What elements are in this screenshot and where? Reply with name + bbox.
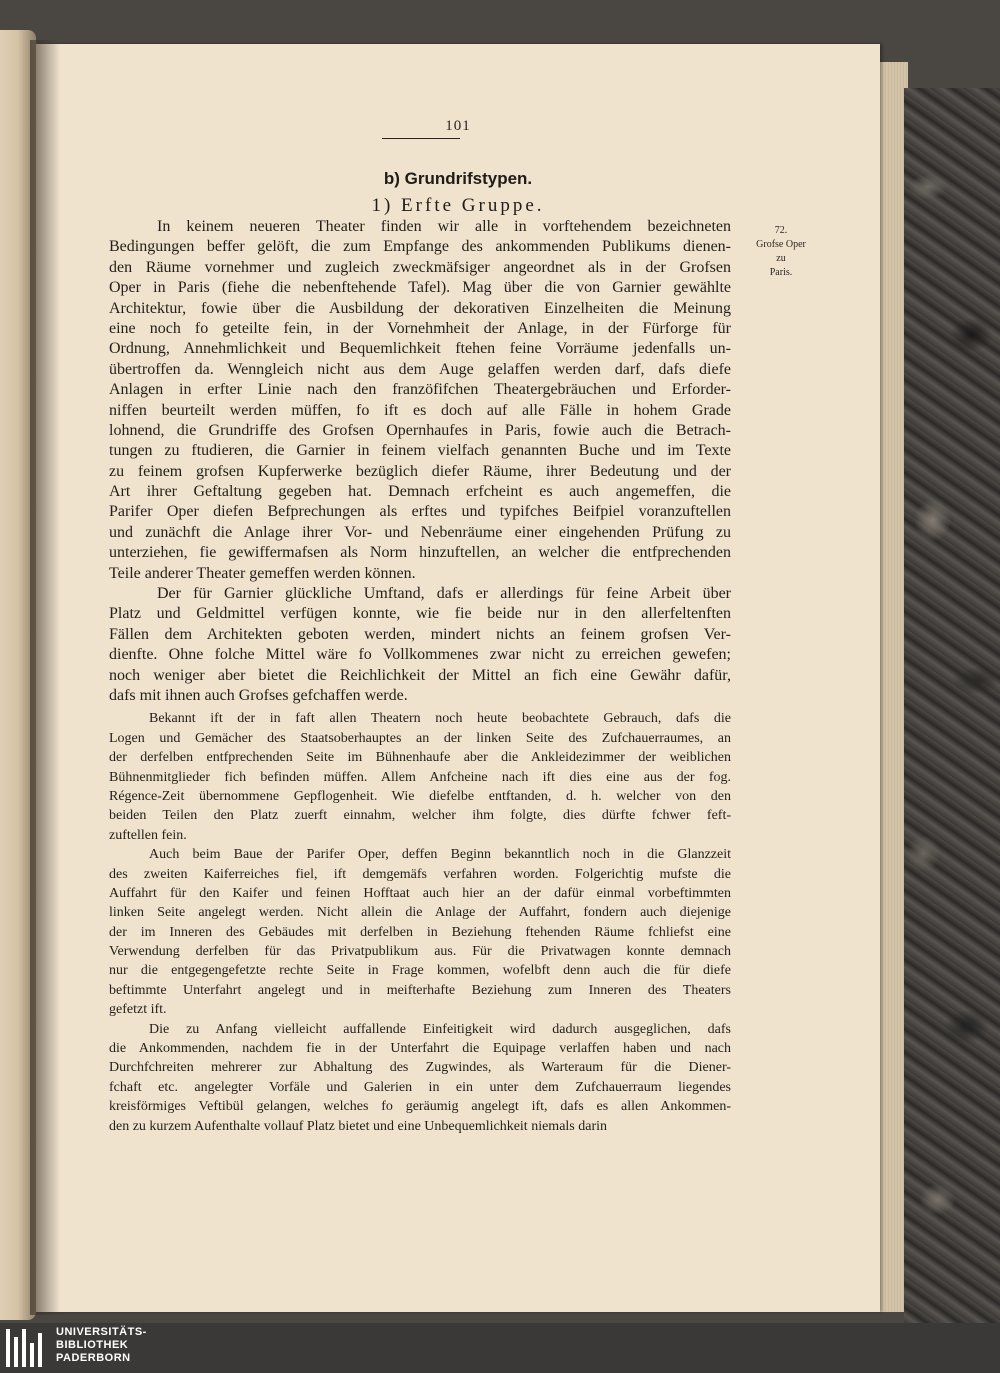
paragraph <box>109 584 731 706</box>
margin-note-line: 72. <box>774 225 788 236</box>
text-line: Ordnung, Annehmlichkeit und Bequemlichkeit ftehen feine Vorräume jedenfalls un- <box>109 340 731 358</box>
margin-note-line: zu <box>776 253 786 264</box>
text-line: linken Seite angelegt werden. Nicht allein die Anlage der Auffahrt, fondern auch diejenige <box>109 905 731 921</box>
text-line: Architektur, fowie über die Ausbildung der dekorativen Einzelheiten die Meinung <box>109 299 731 317</box>
text-line: kreisförmiges Veftibül gelangen, welches fo geräumig angelegt ift, dafs es allen Ankommen- <box>109 1099 731 1115</box>
library-logo-line: BIBLIOTHEK <box>56 1339 129 1351</box>
subsection-title: 1) Erfte Gruppe. <box>371 195 545 216</box>
library-logo-line: PADERBORN <box>56 1352 131 1364</box>
header-rule <box>382 138 460 139</box>
text-line: lohnend, die Grundriffe des Grofsen Opernhaufes in Paris, fowie auch die Betrach- <box>109 421 731 439</box>
text-line: Bedingungen beffer gelöft, die zum Empfange des ankommenden Publikums dienen- <box>109 238 731 256</box>
text-line: und zunächft die Anlage ihrer Vor- und Nebenräume einer eingehenden Prüfung zu <box>109 523 731 541</box>
book-page <box>36 44 880 1312</box>
text-line: Fällen dem Architekten geboten werden, mindert nichts an feinem grofsen Ver- <box>109 625 731 643</box>
text-line: unterziehen, fie gewiffermafsen als Norm hinzuftellen, an welcher die entfprechenden <box>109 544 731 562</box>
library-logo-text <box>56 1326 147 1365</box>
margin-note-line: Paris. <box>769 267 793 278</box>
text-line: des zweiten Kaiferreiches fiel, ift demgemäfs verfahren worden. Folgerichtig mufste die <box>109 866 731 882</box>
body-text <box>109 217 731 1136</box>
text-line: In keinem neueren Theater finden wir alle in vorftehendem bezeichneten <box>157 218 731 235</box>
text-line: den Räume vornehmer und zugleich zweckmäfsiger angeordnet als in der Grofsen <box>109 258 731 276</box>
text-line: beftimmte Unterfahrt angelegt und in meifterhafte Beziehung zum Inneren des Theaters <box>109 982 731 998</box>
section-title: b) Grundrifstypen. <box>383 169 533 188</box>
text-line: Régence-Zeit übernommene Gepflogenheit. Wie diefelbe entftanden, d. h. welcher von den <box>109 788 731 804</box>
text-line: übertroffen da. Wenngleich nicht aus dem Auge gelaffen werden darf, dafs diefe <box>109 360 731 378</box>
gutter-shadow <box>30 40 60 1315</box>
paragraph <box>109 709 731 845</box>
text-line: Art ihrer Geftaltung gegeben hat. Demnach erfcheint es auch angemeffen, die <box>109 483 731 501</box>
text-line: beiden Teilen den Platz zuerft einnahm, welcher ihm folgte, dies dürfte fchwer feft- <box>109 808 731 824</box>
text-line: Auffahrt für den Kaifer und feinen Hofftaat auch hier an der dafür einmal vorbeftimmten <box>109 885 731 901</box>
text-line: Der für Garnier glückliche Umftand, dafs er allerdings für feine Arbeit über <box>157 585 731 603</box>
text-line: Verwendung derfelben für das Privatpublikum aus. Für die Privatwagen konnte demnach <box>109 944 731 960</box>
text-line: Logen und Gemächer des Staatsoberhauptes an der linken Seite des Zufchauerraumes, an <box>109 730 731 746</box>
text-line: der im Inneren des Gebäudes mit derfelben in Beziehung ftehenden Räume fchliefst eine <box>109 924 731 940</box>
text-line: fchaft etc. angelegter Vorfäle und Galerien in ein unter dem Zufchauerraum liegendes <box>109 1079 731 1095</box>
text-line: den zu kurzem Aufenthalte vollauf Platz bietet und eine Unbequemlichkeit niemals darin <box>109 1118 608 1134</box>
library-footer <box>0 1323 1000 1373</box>
text-line: zu feinem grofsen Kupferwerke bezüglich diefer Räume, ihrer Bedeutung und der <box>109 462 731 480</box>
paragraph <box>109 845 731 1020</box>
text-line: Bühnenmitglieder fich befinden müffen. Allem Anfcheine nach ift dies eine aus der fog. <box>109 769 731 785</box>
library-logo-line: UNIVERSITÄTS- <box>56 1326 147 1338</box>
margin-note <box>736 224 826 280</box>
text-line: die Ankommenden, nachdem fie in der Unterfahrt die Equipage verlaffen haben und nach <box>109 1041 731 1057</box>
text-line: Bekannt ift der in faft allen Theatern noch heute beobachtete Gebrauch, dafs die <box>149 711 731 727</box>
text-line: der derfelben entfprechenden Seite im Bühnenhaufe aber die Ankleidezimmer der weiblichen <box>109 750 731 766</box>
text-line: tungen zu ftudieren, die Garnier in feinem vielfach genannten Buche und im Texte <box>109 442 731 460</box>
text-line: dienfte. Ohne folche Mittel wäre fo Vollkommenes zwar nicht zu erreichen gewefen; <box>109 646 731 664</box>
text-line: Anlagen in erfter Linie nach den franzöfifchen Theatergebräuchen und Erforder- <box>109 381 731 399</box>
text-line: nur die entgegengefetzte rechte Seite in Frage kommen, wofelbft denn auch die für diefe <box>109 963 731 979</box>
text-line: Auch beim Baue der Parifer Oper, deffen Beginn bekanntlich noch in die Glanzzeit <box>149 847 731 863</box>
library-logo-icon <box>6 1329 50 1367</box>
marbled-cover <box>904 88 1000 1323</box>
main-text-block <box>109 217 731 706</box>
text-line: eine noch fo geteilte fein, in der Vornehmheit der Anlage, in der Fürforge für <box>109 319 731 337</box>
page-number: 101 <box>445 118 471 134</box>
text-line: dafs mit ihnen auch Grofses gefchaffen werde. <box>109 686 408 704</box>
text-line: Oper in Paris (fiehe die nebenftehende Tafel). Mag über die von Garnier gewählte <box>109 279 731 297</box>
text-line: Platz und Geldmittel verfügen konnte, wie fie beide nur in den allerfeltenften <box>109 605 731 623</box>
text-line: Parifer Oper diefen Befprechungen als erftes und typifches Beifpiel voranzuftellen <box>109 503 731 521</box>
text-line: niffen beurteilt werden müffen, fo ift es doch auf alle Fälle in hohem Grade <box>109 401 731 419</box>
margin-note-line: Grofse Oper <box>756 239 806 250</box>
text-line: Durchfchreiten mehrerer zur Abhaltung des Zugwindes, als Warteraum für die Diener- <box>109 1060 731 1076</box>
small-text-block <box>109 709 731 1136</box>
text-line: Teile anderer Theater gemeffen werden können. <box>109 564 416 582</box>
text-line: Die zu Anfang vielleicht auffallende Einfeitigkeit wird dadurch ausgeglichen, dafs <box>149 1021 731 1037</box>
text-line: zuftellen fein. <box>109 827 187 843</box>
paragraph <box>109 1020 731 1136</box>
text-line: noch weniger aber bietet die Reichlichkeit der Mittel an fich eine Gewähr dafür, <box>109 666 731 684</box>
text-line: gefetzt ift. <box>109 1002 167 1018</box>
paragraph <box>109 217 731 584</box>
